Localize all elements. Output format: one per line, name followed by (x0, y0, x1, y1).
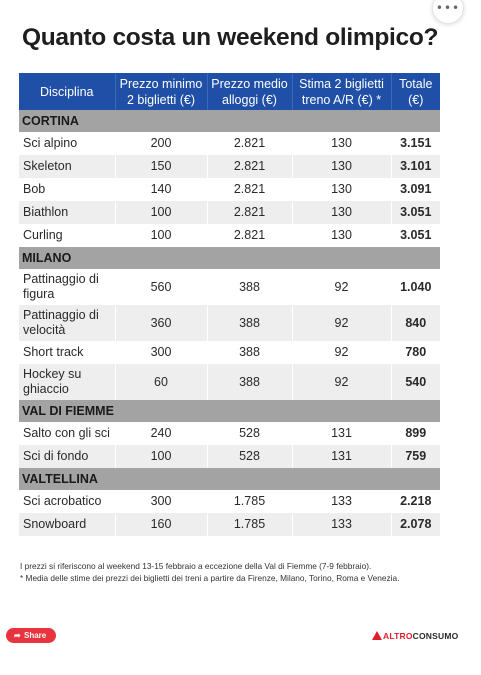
cell-treno: 130 (292, 178, 391, 201)
cell-treno: 92 (292, 341, 391, 364)
cell-totale: 3.101 (391, 155, 440, 178)
table-row (19, 155, 440, 178)
cell-totale: 3.051 (391, 201, 440, 224)
cell-disciplina: Pattinaggio di figura (19, 269, 115, 305)
cell-treno: 133 (292, 490, 391, 513)
cell-biglietti: 150 (115, 155, 207, 178)
cell-disciplina: Bob (19, 178, 115, 201)
brand-part2: CONSUMO (412, 631, 459, 641)
table-row (19, 132, 440, 155)
cell-disciplina: Short track (19, 341, 115, 364)
cell-alloggi: 388 (207, 269, 292, 305)
cell-disciplina: Skeleton (19, 155, 115, 178)
share-icon: ➦ (14, 631, 21, 640)
section-row (19, 247, 440, 269)
cell-disciplina: Biathlon (19, 201, 115, 224)
cell-totale: 3.051 (391, 224, 440, 247)
cell-totale: 3.151 (391, 132, 440, 155)
table-row (19, 513, 440, 536)
header-stima-treno: Stima 2 biglietti treno A/R (€) * (292, 73, 391, 110)
table-row (19, 178, 440, 201)
cell-totale: 780 (391, 341, 440, 364)
cell-totale: 2.078 (391, 513, 440, 536)
table-row (19, 341, 440, 364)
cell-treno: 92 (292, 269, 391, 305)
header-totale: Totale (€) (391, 73, 440, 110)
cell-treno: 130 (292, 132, 391, 155)
cell-biglietti: 300 (115, 341, 207, 364)
table-row (19, 445, 440, 468)
cell-biglietti: 140 (115, 178, 207, 201)
cell-alloggi: 2.821 (207, 155, 292, 178)
cell-alloggi: 528 (207, 422, 292, 445)
cell-totale: 2.218 (391, 490, 440, 513)
cell-treno: 130 (292, 224, 391, 247)
cell-disciplina: Snowboard (19, 513, 115, 536)
cell-totale: 759 (391, 445, 440, 468)
table-body (19, 110, 440, 536)
cell-treno: 131 (292, 422, 391, 445)
table-row (19, 201, 440, 224)
share-label: Share (24, 631, 47, 640)
cost-table (19, 73, 441, 536)
section-label: MILANO (19, 247, 440, 269)
section-label: VAL DI FIEMME (19, 400, 440, 422)
footnotes (20, 560, 460, 584)
cell-alloggi: 388 (207, 364, 292, 400)
cell-alloggi: 528 (207, 445, 292, 468)
cell-treno: 131 (292, 445, 391, 468)
table-header (19, 73, 440, 110)
cell-totale: 899 (391, 422, 440, 445)
cell-biglietti: 200 (115, 132, 207, 155)
section-label: CORTINA (19, 110, 440, 132)
table-row (19, 269, 440, 305)
share-button[interactable] (6, 628, 56, 643)
cell-alloggi: 2.821 (207, 201, 292, 224)
section-row (19, 468, 440, 490)
table-row (19, 364, 440, 400)
cell-alloggi: 388 (207, 305, 292, 341)
cell-alloggi: 1.785 (207, 513, 292, 536)
header-disciplina: Disciplina (19, 73, 115, 110)
cell-disciplina: Sci acrobatico (19, 490, 115, 513)
brand-part1: ALTRO (383, 631, 413, 641)
page-title: Quanto costa un weekend olimpico? (22, 24, 439, 51)
cell-biglietti: 100 (115, 201, 207, 224)
cell-treno: 130 (292, 201, 391, 224)
header-prezzo-alloggi: Prezzo medio alloggi (€) (207, 73, 292, 110)
cell-biglietti: 300 (115, 490, 207, 513)
cell-totale: 1.040 (391, 269, 440, 305)
cell-alloggi: 2.821 (207, 224, 292, 247)
more-options-button[interactable]: ••• (432, 0, 464, 24)
cell-disciplina: Sci di fondo (19, 445, 115, 468)
section-label: VALTELLINA (19, 468, 440, 490)
cell-totale: 840 (391, 305, 440, 341)
footnote-train: * Media delle stime dei prezzi dei biglietti dei treni a partire da Firenze, Milano, Torino, Roma e Venezia. (20, 573, 400, 583)
cell-disciplina: Salto con gli sci (19, 422, 115, 445)
cell-biglietti: 100 (115, 224, 207, 247)
cell-disciplina: Sci alpino (19, 132, 115, 155)
table-row (19, 490, 440, 513)
cell-biglietti: 100 (115, 445, 207, 468)
table-row (19, 422, 440, 445)
cell-disciplina: Hockey su ghiaccio (19, 364, 115, 400)
cell-alloggi: 388 (207, 341, 292, 364)
cell-biglietti: 240 (115, 422, 207, 445)
cell-treno: 92 (292, 364, 391, 400)
section-row (19, 400, 440, 422)
cell-disciplina: Curling (19, 224, 115, 247)
footnote-period: I prezzi si riferiscono al weekend 13-15 febbraio a eccezione della Val di Fiemme (7-9 febbraio). (20, 561, 372, 571)
cell-alloggi: 2.821 (207, 132, 292, 155)
cell-alloggi: 2.821 (207, 178, 292, 201)
cell-biglietti: 360 (115, 305, 207, 341)
cell-biglietti: 160 (115, 513, 207, 536)
cell-disciplina: Pattinaggio di velocità (19, 305, 115, 341)
cell-totale: 540 (391, 364, 440, 400)
cell-treno: 92 (292, 305, 391, 341)
cell-treno: 133 (292, 513, 391, 536)
cell-treno: 130 (292, 155, 391, 178)
table-row (19, 224, 440, 247)
cell-alloggi: 1.785 (207, 490, 292, 513)
cell-biglietti: 60 (115, 364, 207, 400)
header-prezzo-minimo: Prezzo minimo 2 biglietti (€) (115, 73, 207, 110)
table-row (19, 305, 440, 341)
cell-totale: 3.091 (391, 178, 440, 201)
section-row (19, 110, 440, 132)
brand-mark-icon (372, 631, 382, 640)
brand-logo (372, 631, 458, 643)
cell-biglietti: 560 (115, 269, 207, 305)
